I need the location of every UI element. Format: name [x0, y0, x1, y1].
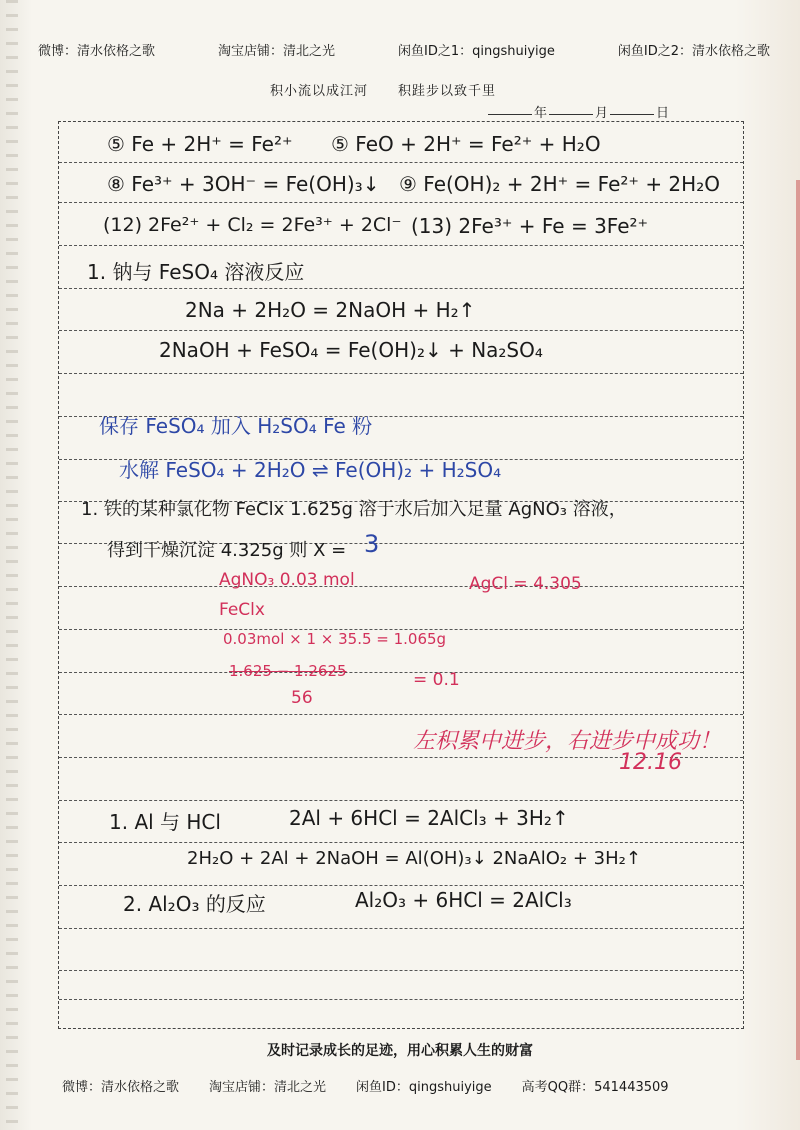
ruled-line	[59, 162, 743, 163]
motto-right: 积跬步以致千里	[398, 84, 497, 99]
note-storage: 保存 FeSO₄ 加入 H₂SO₄ Fe 粉	[99, 414, 373, 438]
equation-9: ⑨ Fe(OH)₂ + 2H⁺ = Fe²⁺ + 2H₂O	[399, 172, 720, 196]
watermark-xianyu-2: 闲鱼ID之2：清水依格之歌	[617, 44, 770, 59]
watermark-xianyu-1: 闲鱼ID之1：qingshuiyige	[398, 44, 555, 59]
topic-al2o3: 2. Al₂O₃ 的反应	[123, 892, 266, 916]
page-edge-mark	[796, 180, 800, 1060]
problem-statement: 1. 铁的某种氯化物 FeClx 1.625g 溶于水后加入足量 AgNO₃ 溶液，	[81, 499, 627, 520]
equation-12: (12) 2Fe²⁺ + Cl₂ = 2Fe³⁺ + 2Cl⁻	[103, 214, 402, 236]
motto-left: 积小流以成江河	[270, 84, 369, 99]
note-hydrolysis: 水解 FeSO₄ + 2H₂O ⇌ Fe(OH)₂ + H₂SO₄	[119, 458, 502, 482]
calc-chlorine-mass: 0.03mol × 1 × 35.5 = 1.065g	[223, 630, 447, 648]
watermark-xianyu: 闲鱼ID：qingshuiyige	[356, 1080, 492, 1095]
ruled-line	[59, 999, 743, 1000]
calc-fe-moles: = 0.1	[413, 670, 460, 690]
watermark-weibo: 微博：清水依格之歌	[62, 1080, 180, 1095]
ruled-line	[59, 800, 743, 801]
ruled-line	[59, 970, 743, 971]
month-label: 月	[595, 106, 609, 121]
ruled-line	[59, 885, 743, 886]
motivational-note: 左积累中进步，右进步中成功！	[413, 729, 722, 754]
ruled-line	[59, 586, 743, 587]
watermark-taobao: 淘宝店铺：清北之光	[218, 44, 336, 59]
equation-13: (13) 2Fe³⁺ + Fe = 3Fe²⁺	[411, 214, 649, 238]
ruled-line	[59, 373, 743, 374]
motto	[270, 80, 496, 99]
ruled-line	[59, 330, 743, 331]
calc-agno3: AgNO₃ 0.03 mol	[219, 570, 355, 590]
equation-al-hcl: 2Al + 6HCl = 2AlCl₃ + 3H₂↑	[289, 806, 569, 830]
year-label: 年	[534, 106, 548, 121]
equation-8: ⑧ Fe³⁺ + 3OH⁻ = Fe(OH)₃↓	[107, 172, 380, 196]
ruled-line	[59, 842, 743, 843]
ruled-line	[59, 288, 743, 289]
day-label: 日	[656, 106, 670, 121]
equation-5: ⑤ Fe + 2H⁺ = Fe²⁺	[107, 132, 293, 156]
day-blank	[610, 102, 654, 115]
topic-sodium-feso4: 1. 钠与 FeSO₄ 溶液反应	[87, 260, 305, 284]
topic-al-hcl: 1. Al 与 HCl	[109, 810, 221, 834]
date-field	[488, 102, 669, 121]
ruled-line	[59, 714, 743, 715]
watermark-top	[38, 40, 770, 59]
note-date: 12.16	[619, 750, 682, 775]
calc-denominator: 56	[291, 688, 313, 708]
spiral-binding	[6, 0, 18, 1130]
problem-question: 得到干燥沉淀 4.325g 则 X =	[107, 540, 347, 561]
equation-al2o3-hcl: Al₂O₃ + 6HCl = 2AlCl₃	[355, 888, 572, 912]
watermark-weibo: 微博：清水依格之歌	[38, 44, 156, 59]
lined-sheet	[58, 121, 744, 1029]
calc-fecl: FeClx	[219, 600, 265, 620]
watermark-bottom	[62, 1076, 669, 1095]
ruled-line	[59, 245, 743, 246]
month-blank	[549, 102, 593, 115]
footer-slogan: 及时记录成长的足迹，用心积累人生的财富	[267, 1043, 533, 1059]
equation-5b: ⑤ FeO + 2H⁺ = Fe²⁺ + H₂O	[331, 132, 601, 156]
equation-al-naoh: 2H₂O + 2Al + 2NaOH = Al(OH)₃↓ 2NaAlO₂ + 3H₂↑	[187, 848, 641, 869]
ruled-line	[59, 928, 743, 929]
watermark-taobao: 淘宝店铺：清北之光	[209, 1080, 327, 1095]
equation-na-water: 2Na + 2H₂O = 2NaOH + H₂↑	[185, 298, 476, 322]
equation-naoh-feso4: 2NaOH + FeSO₄ = Fe(OH)₂↓ + Na₂SO₄	[159, 338, 543, 362]
ruled-line	[59, 202, 743, 203]
problem-answer: 3	[364, 530, 380, 558]
year-blank	[488, 102, 532, 115]
calc-agcl: AgCl = 4.305	[469, 574, 582, 594]
ruled-line	[59, 672, 743, 673]
calc-fe-mass: 1.625 − 1.2625	[229, 662, 347, 680]
watermark-qq: 高考QQ群：541443509	[521, 1080, 669, 1095]
